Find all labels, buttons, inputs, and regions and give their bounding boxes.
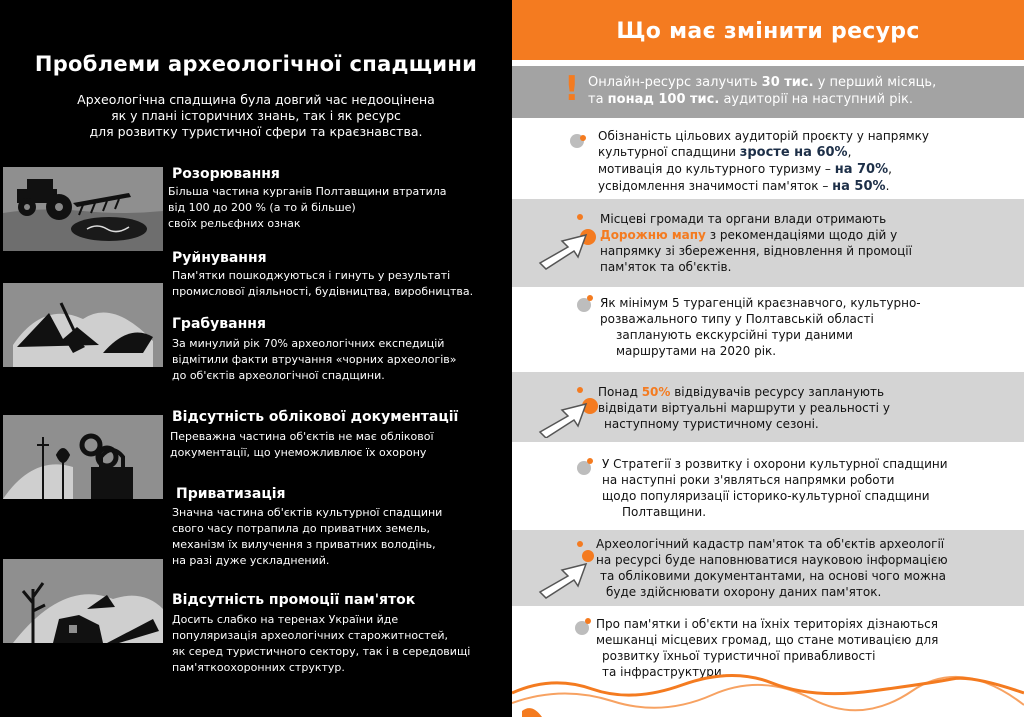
bullet-icon — [572, 616, 594, 638]
text-line: відмітили факти втручання «чорних археологів» — [172, 353, 457, 366]
right-panel — [512, 0, 1024, 717]
text-line: від 100 до 200 % (а то й більше) — [168, 201, 356, 214]
text-line: до об'єктів археологічної спадщини. — [172, 369, 385, 382]
roadmap-text: Місцеві громади та органи влади отримають Дорожню мапу з рекомендаціями щодо дій у напрямку зі збереження, відновлення й промоції пам'яток та об'єктів. — [600, 212, 912, 274]
awareness-row — [512, 118, 1024, 198]
text-line: Досить слабко на теренах України йде — [172, 613, 399, 626]
pointer-arrow-icon — [534, 538, 604, 600]
roadmap-row — [512, 199, 1024, 287]
text-line: своїх рельєфних ознак — [168, 217, 301, 230]
text-line: механізм їх вилучення з приватних володінь, — [172, 538, 436, 551]
pointer-arrow-icon — [534, 378, 604, 438]
pointer-arrow-icon — [534, 211, 604, 271]
text-line: Переважна частина об'єктів не має облікової — [170, 430, 434, 443]
bullet-icon — [574, 456, 596, 478]
text-line: документації, що унеможливлює їх охорону — [170, 446, 427, 459]
section-heading: Руйнування — [172, 250, 267, 266]
section-text — [172, 268, 473, 300]
strategy-text: У Стратегії з розвитку і охорони культурної спадщини на наступні роки з'являться напрямки роботи щодо популяризації історико-культурної спадщини Полтавщини. — [602, 457, 948, 519]
audience-row — [512, 66, 1024, 118]
section-heading: Грабування — [172, 316, 266, 332]
section-text — [172, 336, 457, 384]
travel-agencies-row — [512, 287, 1024, 372]
cadastre-row — [512, 530, 1024, 606]
text-line: Пам'ятки пошкоджуються і гинуть у результаті — [172, 269, 451, 282]
communities-text: Про пам'ятки і об'єкти на їхніх територіях дізнаються мешканці місцевих громад, що стане мотивацією для розвитку їхньої туристичної привабливості та інфраструктури. — [596, 617, 939, 679]
right-banner-title: Що має змінити ресурс — [512, 0, 1024, 60]
tractor-illustration — [3, 167, 163, 251]
shovel-illustration — [3, 283, 163, 367]
bullet-icon — [568, 132, 590, 150]
cadastre-text: Археологічний кадастр пам'яток та об'єктів археології на ресурсі буде наповнюватися науковою інформацією та обліковими документантами, на основі чого можна буде здійснювати охорону даних пам'яток. — [596, 537, 948, 599]
left-intro — [40, 92, 472, 140]
text-line: свого часу потрапила до приватних земель, — [172, 522, 431, 535]
travel-agencies-text: Як мінімум 5 турагенцій краєзнавчого, культурно- розважального типу у Полтавській області запланують екскурсійні тури даними маршрутами на 2020 рік. — [600, 296, 921, 358]
section-text — [172, 612, 470, 676]
text-line: Значна частина об'єктів культурної спадщини — [172, 506, 443, 519]
strategy-row — [512, 442, 1024, 530]
decorative-wave — [512, 655, 1024, 717]
bullet-icon — [574, 293, 596, 315]
text-line: пам'яткоохоронних структур. — [172, 661, 345, 674]
intro-line: як у плані історичних знань, так і як ресурс — [111, 108, 401, 123]
section-text — [170, 429, 434, 461]
visitors-text: Понад 50% відвідувачів ресурсу запланують відвідати віртуальні маршрути у реальності у наступному туристичному сезоні. — [598, 385, 890, 431]
section-heading: Відсутність промоції пам'яток — [172, 592, 416, 608]
section-text — [172, 505, 442, 569]
section-heading: Розорювання — [172, 166, 280, 182]
audience-text: Онлайн-ресурс залучить 30 тис. у перший місяць, та понад 100 тис. аудиторії на наступний рік. — [588, 75, 937, 107]
section-heading: Відсутність облікової документації — [172, 409, 459, 425]
text-line: популяризація археологічних старожитностей, — [172, 629, 448, 642]
text-line: Більша частина курганів Полтавщини втратила — [168, 185, 447, 198]
exclamation-icon: ! — [564, 69, 580, 109]
section-text — [168, 184, 447, 232]
ruined-house-illustration — [3, 559, 163, 643]
text-line: на разі дуже ускладнений. — [172, 554, 330, 567]
left-title: Проблеми археологічної спадщини — [34, 52, 478, 76]
intro-line: для розвитку туристичної сфери та краєзнавства. — [89, 124, 423, 139]
text-line: За минулий рік 70% археологічних експедицій — [172, 337, 445, 350]
awareness-text: Обізнаність цільових аудиторій проєкту у напрямку культурної спадщини зросте на 60%, мотивація до культурного туризму – на 70%, усвідомлення значимості пам'яток – на 50%. — [598, 129, 929, 194]
section-heading: Приватизація — [176, 486, 286, 502]
text-line: промислової діяльності, будівництва, виробництва. — [172, 285, 474, 298]
text-line: як серед туристичного сектору, так і в середовищі — [172, 645, 471, 658]
intro-line: Археологічна спадщина була довгий час недооцінена — [77, 92, 435, 107]
visitors-row — [512, 372, 1024, 442]
chain-lock-illustration — [3, 415, 163, 499]
